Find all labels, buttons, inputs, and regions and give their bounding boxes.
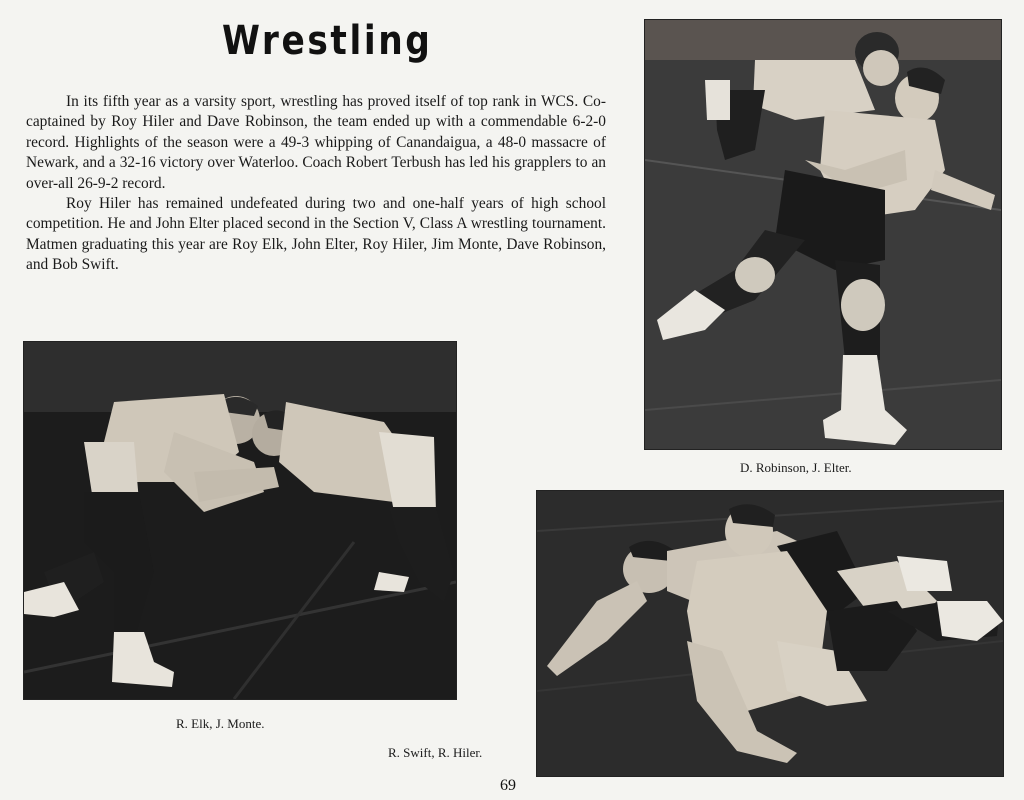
photo-caption: D. Robinson, J. Elter. bbox=[740, 460, 852, 475]
wrestling-photo-illustration bbox=[24, 342, 456, 699]
article-body bbox=[26, 92, 606, 276]
wrestling-photo-illustration bbox=[537, 491, 1003, 776]
article-paragraph: Roy Hiler has remained undefeated during two and one-half years of high school competition. He and John Elter placed second in the Section V, Class A wrestling tournament. Matmen graduating this year are Roy Elk, John Elter, Roy Hiler, Jim Monte, Dave Robinson, and Bob Swift. bbox=[26, 195, 606, 274]
wrestling-photo-illustration bbox=[645, 20, 1001, 449]
photo-robinson-elter bbox=[644, 19, 1002, 450]
article-paragraph: In its fifth year as a varsity sport, wrestling has proved itself of top rank in WCS. Co-captained by Roy Hiler and Dave Robinson, the team ended up with a commendable 6-2-0 record. Highlights of the season were a 49-3 whipping of Canandaigua, a 48-0 massacre of Newark, and a 32-16 victory over Waterloo. Coach Robert Terbush has led his grapplers to an over-all 26-9-2 record. bbox=[26, 93, 606, 192]
photo-caption: R. Elk, J. Monte. bbox=[176, 716, 265, 731]
page-number: 69 bbox=[500, 777, 516, 794]
photo-elk-monte bbox=[23, 341, 457, 700]
page-title: Wrestling bbox=[222, 18, 433, 64]
photo-swift-hiler bbox=[536, 490, 1004, 777]
photo-caption: R. Swift, R. Hiler. bbox=[388, 745, 483, 760]
